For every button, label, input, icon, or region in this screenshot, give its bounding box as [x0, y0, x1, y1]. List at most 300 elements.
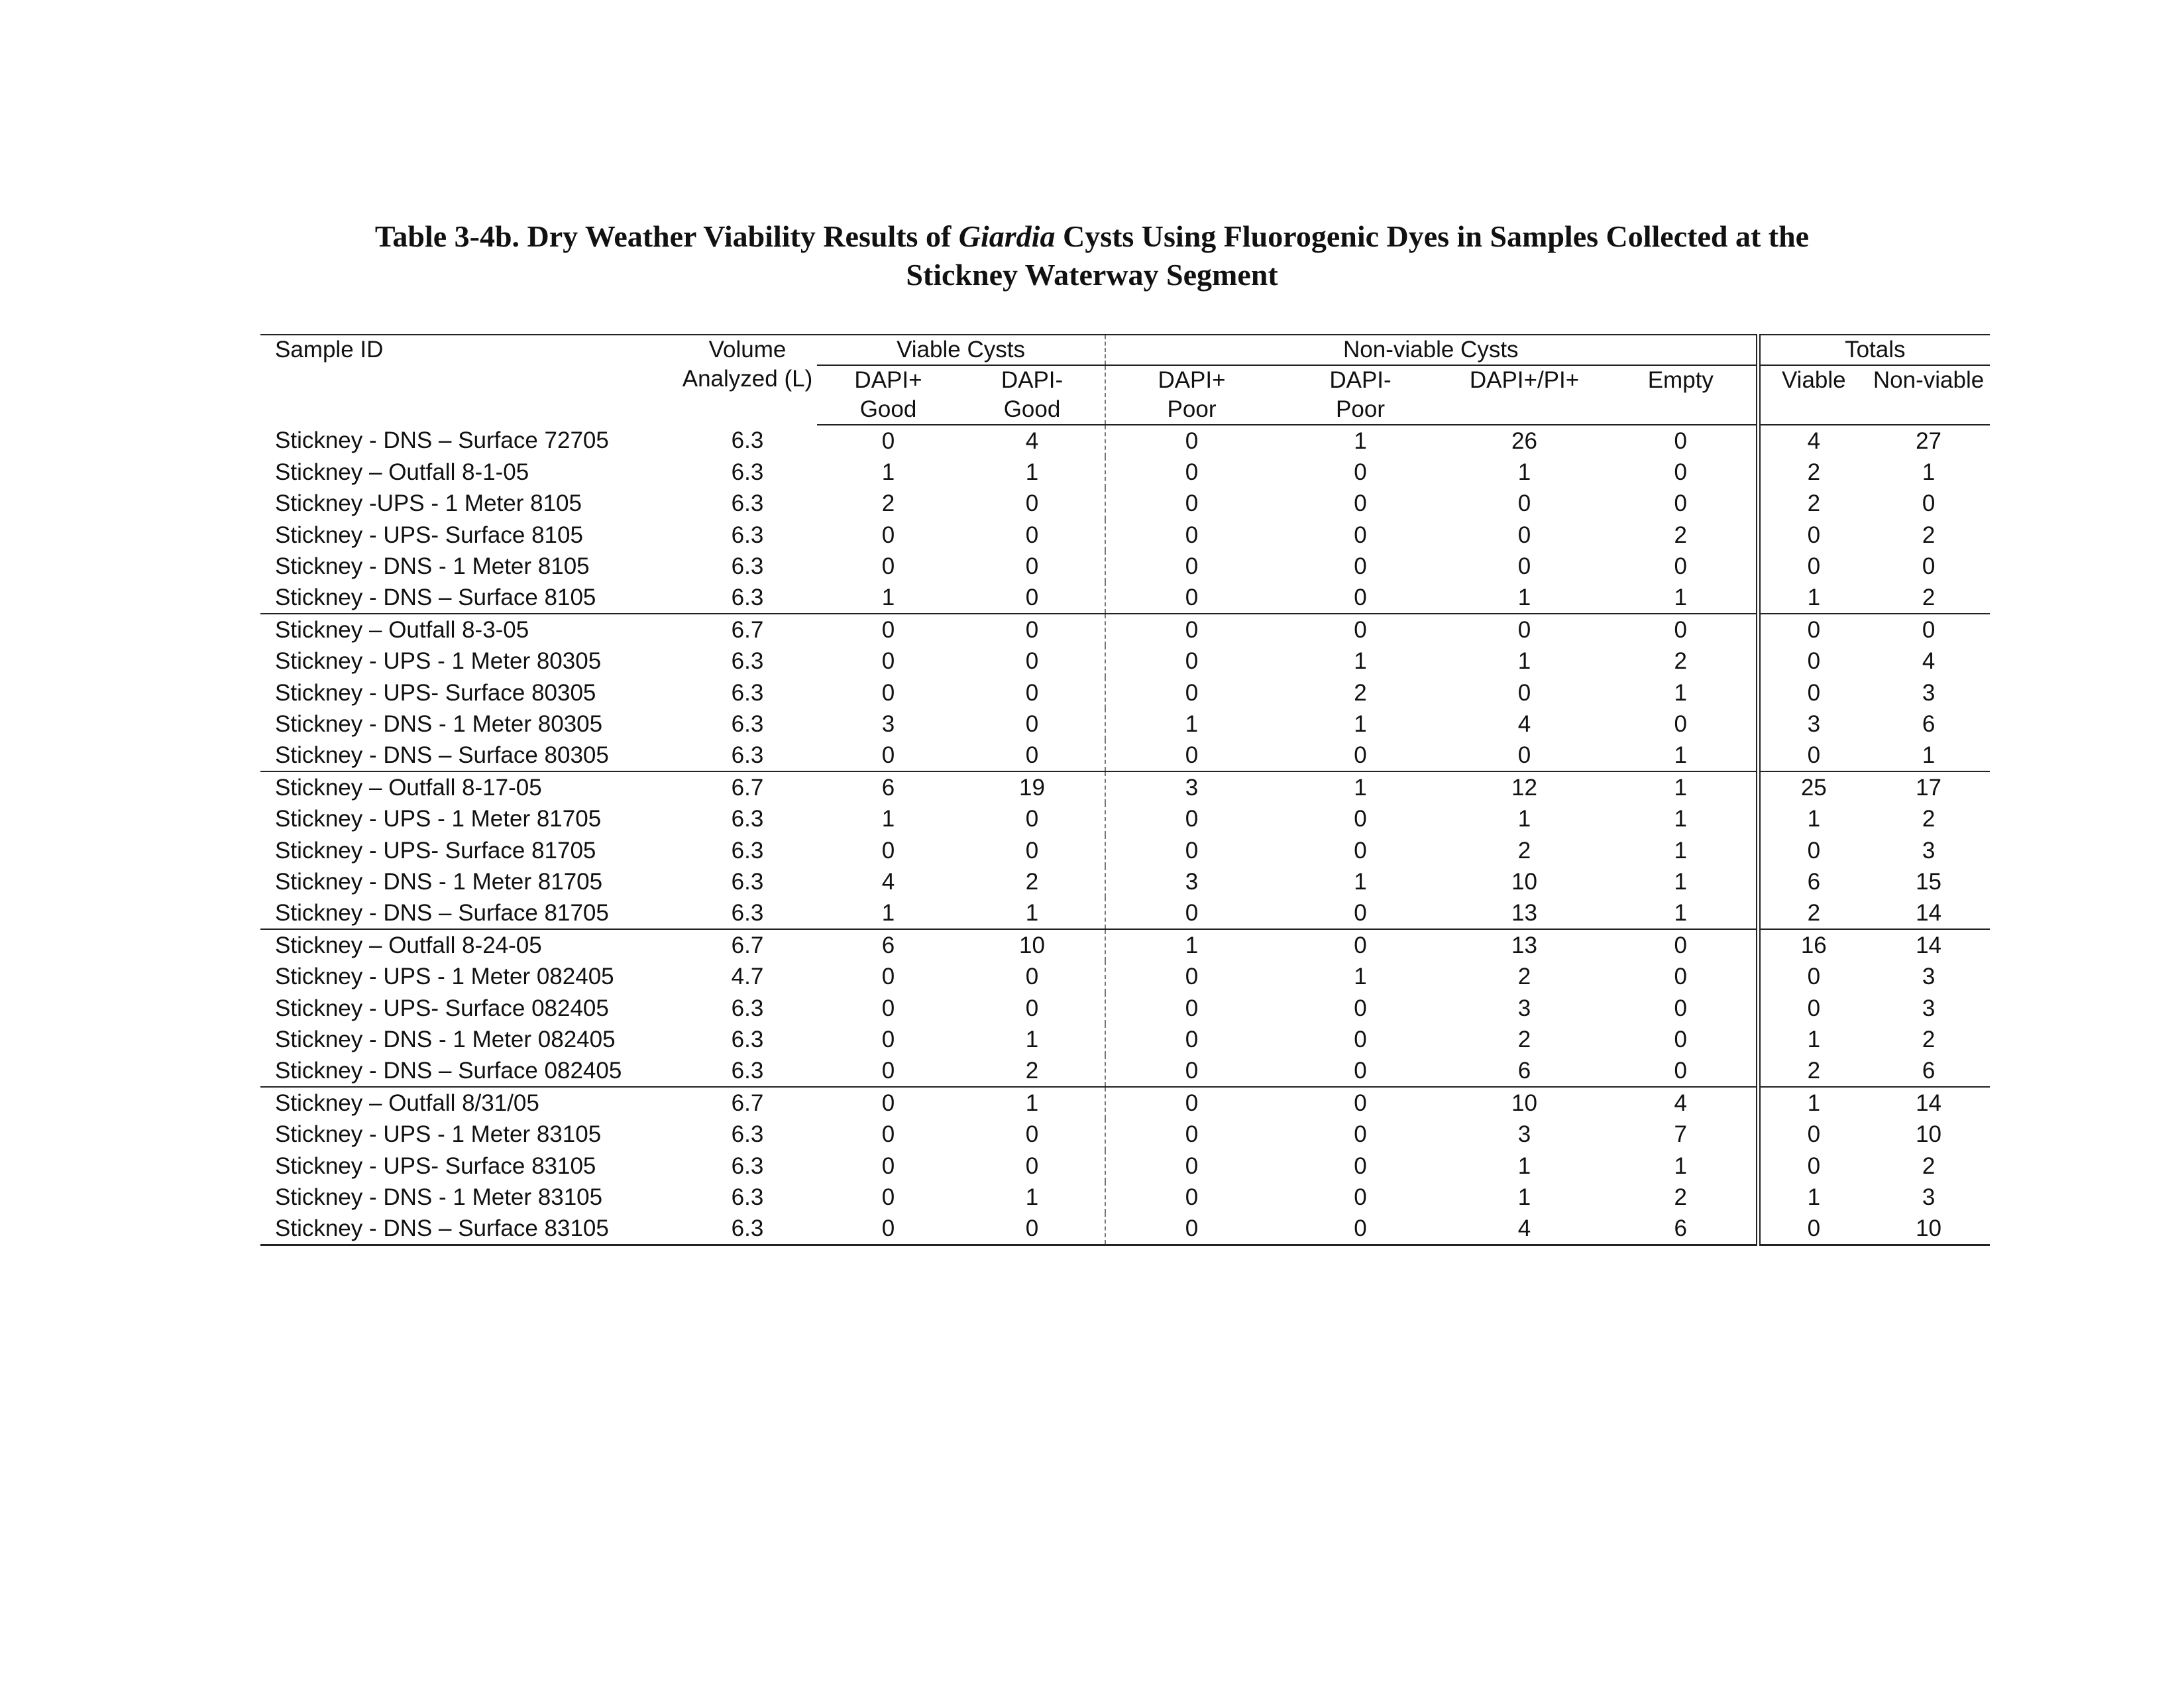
header-dapi-pos-poor: DAPI+ Poor: [1105, 365, 1278, 425]
cell-total-nonviable: 1: [1922, 459, 1936, 486]
cell-sample-id: Stickney – Outfall 8-17-05: [260, 771, 678, 803]
cell-total-nonviable: 10: [1867, 1213, 1990, 1245]
cell-total-viable: 0: [1758, 551, 1867, 582]
cell-total-viable: 3: [1758, 708, 1867, 740]
cell-empty: 4: [1606, 1087, 1758, 1119]
cell-total-nonviable: 14: [1867, 929, 1990, 961]
cell-sample-id: Stickney - UPS- Surface 80305: [275, 679, 596, 706]
cell-total-viable: 2: [1758, 897, 1867, 929]
cell-dapi-pos-good: 6: [817, 771, 959, 803]
cell-total-viable: 0: [1758, 993, 1867, 1024]
cell-sample-id: Stickney - UPS- Surface 83105: [275, 1153, 596, 1179]
cell-total-viable: 0: [1758, 646, 1867, 677]
cell-sample-id: Stickney - DNS – Surface 83105: [260, 1213, 678, 1245]
cell-dapi-neg-good: 0: [959, 614, 1105, 646]
table-row: [260, 614, 1990, 646]
cell-dapi-pos-good: 0: [817, 1213, 959, 1245]
cell-dapi-neg-poor: 0: [1278, 929, 1443, 961]
cell-empty: 0: [1674, 1026, 1688, 1052]
cell-total-nonviable: 3: [1922, 995, 1936, 1021]
cell-dapi-pi: 2: [1517, 964, 1531, 990]
cell-volume: 6.7: [678, 771, 817, 803]
cell-total-viable: 16: [1758, 929, 1867, 961]
cell-empty: 0: [1674, 964, 1688, 990]
cell-dapi-neg-good: 1: [959, 1182, 1105, 1213]
cell-dapi-pos-good: 0: [881, 1058, 895, 1084]
cell-dapi-pi: 4: [1517, 710, 1531, 737]
cell-total-nonviable: 3: [1922, 679, 1936, 706]
cell-dapi-neg-good: 0: [959, 1119, 1105, 1150]
cell-dapi-pi: 10: [1511, 868, 1537, 895]
cell-dapi-neg-good: 0: [959, 708, 1105, 740]
table-row: [260, 771, 1990, 803]
cell-dapi-neg-good: 0: [959, 1151, 1105, 1182]
cell-dapi-neg-poor: 0: [1278, 614, 1443, 646]
table-title: [0, 217, 2184, 294]
cell-total-viable: 2: [1758, 457, 1867, 488]
cell-empty: 0: [1674, 710, 1688, 737]
cell-dapi-pos-poor: 0: [1185, 1058, 1199, 1084]
cell-dapi-pos-poor: 0: [1185, 1121, 1199, 1148]
cell-dapi-pos-poor: 0: [1105, 1213, 1278, 1245]
cell-dapi-neg-poor: 0: [1354, 553, 1367, 579]
cell-dapi-pos-poor: 0: [1105, 614, 1278, 646]
table-row: [260, 1213, 1990, 1245]
cell-sample-id: Stickney - UPS- Surface 8105: [275, 522, 583, 548]
cell-empty: 0: [1674, 459, 1688, 486]
table-body: [260, 425, 1990, 1245]
cell-dapi-pos-good: 0: [881, 1026, 895, 1052]
table-row: [260, 740, 1990, 771]
cell-dapi-neg-good: 0: [959, 961, 1105, 992]
header-viable-cysts: Viable Cysts: [817, 335, 1105, 365]
cell-dapi-pi: 1: [1517, 1153, 1531, 1179]
cell-total-nonviable: 0: [1922, 490, 1936, 517]
header-volume: Volume Analyzed (L): [678, 335, 817, 425]
cell-dapi-neg-good: 4: [959, 425, 1105, 457]
cell-dapi-neg-poor: 0: [1354, 837, 1367, 864]
cell-dapi-neg-poor: 0: [1278, 1087, 1443, 1119]
cell-dapi-neg-poor: 1: [1354, 648, 1367, 675]
cell-total-viable: 0: [1758, 614, 1867, 646]
cell-total-nonviable: 15: [1916, 868, 1942, 895]
cell-total-nonviable: 2: [1922, 522, 1936, 548]
table-row: [260, 1182, 1990, 1213]
cell-total-viable: 0: [1758, 740, 1867, 771]
cell-dapi-pos-good: 0: [881, 553, 895, 579]
cell-total-viable: 0: [1758, 835, 1867, 866]
cell-dapi-pos-good: 0: [881, 837, 895, 864]
cell-dapi-pi: 13: [1443, 929, 1606, 961]
cell-sample-id: Stickney - DNS – Surface 81705: [275, 900, 609, 927]
cell-sample-id: Stickney - DNS - 1 Meter 83105: [275, 1184, 603, 1210]
cell-dapi-neg-poor: 0: [1354, 490, 1367, 517]
cell-sample-id: Stickney - UPS- Surface 082405: [275, 995, 609, 1021]
cell-volume: 6.3: [731, 995, 764, 1021]
cell-dapi-neg-good: 0: [959, 646, 1105, 677]
cell-empty: 1: [1674, 742, 1688, 769]
table-row: [260, 993, 1990, 1024]
cell-total-nonviable: 4: [1922, 648, 1936, 675]
viability-table: [260, 334, 1990, 1246]
cell-dapi-neg-poor: 0: [1354, 1026, 1367, 1052]
cell-dapi-neg-good: 1: [959, 1024, 1105, 1055]
cell-dapi-pos-poor: 0: [1185, 1184, 1199, 1210]
table-row: [260, 1055, 1990, 1087]
cell-empty: 1: [1674, 806, 1688, 832]
cell-dapi-pos-poor: 0: [1185, 995, 1199, 1021]
cell-total-nonviable: 3: [1922, 1184, 1936, 1210]
cell-total-nonviable: 2: [1922, 1153, 1936, 1179]
cell-dapi-neg-poor: 1: [1354, 428, 1367, 454]
cell-dapi-pos-poor: 0: [1185, 522, 1199, 548]
cell-dapi-neg-good: 1: [959, 1087, 1105, 1119]
cell-total-nonviable: 2: [1922, 1026, 1936, 1052]
cell-empty: 1: [1674, 837, 1688, 864]
cell-dapi-neg-good: 0: [959, 1213, 1105, 1245]
title-text-pre: Table 3-4b. Dry Weather Viability Results of: [374, 219, 959, 253]
cell-dapi-pos-good: 0: [881, 648, 895, 675]
cell-dapi-pos-good: 0: [881, 1121, 895, 1148]
cell-dapi-pos-good: 1: [881, 900, 895, 927]
cell-dapi-pos-good: 0: [881, 1184, 895, 1210]
cell-dapi-neg-good: 1: [959, 897, 1105, 929]
cell-total-viable: 1: [1758, 1182, 1867, 1213]
cell-total-viable: 25: [1758, 771, 1867, 803]
cell-total-viable: 1: [1758, 803, 1867, 834]
cell-volume: 6.3: [731, 742, 764, 769]
cell-sample-id: Stickney – Outfall 8-3-05: [260, 614, 678, 646]
cell-total-nonviable: 2: [1922, 806, 1936, 832]
cell-total-nonviable: 14: [1916, 900, 1942, 927]
cell-dapi-neg-poor: 1: [1354, 710, 1367, 737]
cell-dapi-pi: 1: [1517, 585, 1531, 611]
cell-dapi-pos-poor: 0: [1185, 428, 1199, 454]
cell-dapi-pi: 2: [1517, 1026, 1531, 1052]
cell-dapi-pos-poor: 0: [1185, 806, 1199, 832]
cell-dapi-neg-poor: 0: [1354, 1153, 1367, 1179]
cell-dapi-pos-poor: 0: [1185, 900, 1199, 927]
cell-total-viable: 0: [1758, 677, 1867, 708]
cell-volume: 6.7: [678, 614, 817, 646]
cell-dapi-pos-poor: 3: [1185, 868, 1199, 895]
cell-total-nonviable: 17: [1867, 771, 1990, 803]
cell-empty: 1: [1674, 679, 1688, 706]
table-row: [260, 1024, 1990, 1055]
table-row: [260, 457, 1990, 488]
cell-empty: 0: [1606, 614, 1758, 646]
table-row: [260, 803, 1990, 834]
table-row: [260, 520, 1990, 551]
header-nonviable-cysts: Non-viable Cysts: [1105, 335, 1758, 365]
title-line-1: [0, 217, 2184, 256]
table-row: [260, 1151, 1990, 1182]
cell-empty: 2: [1674, 522, 1688, 548]
cell-volume: 6.3: [678, 1213, 817, 1245]
cell-dapi-pi: 12: [1443, 771, 1606, 803]
table-row: [260, 929, 1990, 961]
cell-dapi-neg-good: 0: [959, 803, 1105, 834]
cell-total-nonviable: 6: [1922, 710, 1936, 737]
cell-dapi-neg-good: 0: [959, 740, 1105, 771]
header-dapi-neg-poor: DAPI- Poor: [1278, 365, 1443, 425]
cell-total-nonviable: 6: [1922, 1058, 1936, 1084]
cell-sample-id: Stickney - DNS – Surface 80305: [275, 742, 609, 769]
cell-dapi-pos-poor: 0: [1185, 490, 1199, 517]
cell-dapi-pos-poor: 0: [1185, 459, 1199, 486]
cell-total-nonviable: 14: [1867, 1087, 1990, 1119]
cell-dapi-pi: 0: [1517, 522, 1531, 548]
cell-dapi-pos-good: 0: [817, 1087, 959, 1119]
cell-total-nonviable: 0: [1922, 553, 1936, 579]
cell-empty: 6: [1606, 1213, 1758, 1245]
cell-dapi-pi: 10: [1443, 1087, 1606, 1119]
cell-dapi-pi: 1: [1517, 1184, 1531, 1210]
header-empty: Empty: [1606, 365, 1758, 425]
cell-volume: 6.3: [731, 459, 764, 486]
cell-volume: 6.3: [731, 490, 764, 517]
cell-dapi-pi: 3: [1517, 1121, 1531, 1148]
table-row: [260, 961, 1990, 992]
cell-sample-id: Stickney - UPS - 1 Meter 80305: [275, 648, 602, 675]
cell-dapi-pos-poor: 3: [1105, 771, 1278, 803]
cell-dapi-neg-poor: 0: [1354, 585, 1367, 611]
cell-volume: 6.3: [731, 1184, 764, 1210]
table-row: [260, 1087, 1990, 1119]
cell-total-nonviable: 3: [1922, 837, 1936, 864]
cell-dapi-pi: 26: [1511, 428, 1537, 454]
cell-volume: 6.7: [678, 929, 817, 961]
cell-volume: 6.3: [731, 1058, 764, 1084]
cell-dapi-pos-good: 6: [817, 929, 959, 961]
cell-dapi-pi: 0: [1517, 742, 1531, 769]
cell-dapi-pos-poor: 1: [1105, 929, 1278, 961]
header-total-nonviable: Non-viable: [1867, 365, 1990, 425]
cell-dapi-neg-poor: 0: [1354, 1058, 1367, 1084]
cell-total-viable: 0: [1758, 1119, 1867, 1150]
cell-dapi-pos-poor: 0: [1185, 648, 1199, 675]
cell-volume: 6.3: [731, 1153, 764, 1179]
cell-dapi-neg-good: 0: [959, 488, 1105, 519]
cell-sample-id: Stickney - DNS - 1 Meter 81705: [275, 868, 603, 895]
cell-dapi-pos-poor: 0: [1185, 553, 1199, 579]
cell-volume: 6.3: [731, 648, 764, 675]
header-sample-id: Sample ID: [260, 335, 678, 425]
cell-total-viable: 2: [1758, 488, 1867, 519]
cell-total-nonviable: 1: [1922, 742, 1936, 769]
cell-volume: 6.3: [731, 710, 764, 737]
cell-sample-id: Stickney - UPS - 1 Meter 83105: [275, 1121, 602, 1148]
cell-dapi-neg-poor: 1: [1354, 964, 1367, 990]
cell-dapi-neg-good: 0: [959, 993, 1105, 1024]
cell-dapi-neg-poor: 1: [1278, 771, 1443, 803]
cell-dapi-pos-poor: 0: [1185, 742, 1199, 769]
cell-total-viable: 1: [1758, 1087, 1867, 1119]
cell-total-viable: 1: [1758, 1024, 1867, 1055]
cell-dapi-pos-good: 4: [881, 868, 895, 895]
cell-dapi-neg-poor: 0: [1354, 522, 1367, 548]
table-row: [260, 835, 1990, 866]
cell-sample-id: Stickney – Outfall 8-24-05: [260, 929, 678, 961]
table-row: [260, 677, 1990, 708]
cell-dapi-neg-good: 0: [959, 582, 1105, 614]
cell-empty: 0: [1674, 995, 1688, 1021]
cell-dapi-pos-good: 0: [881, 428, 895, 454]
cell-dapi-neg-poor: 0: [1354, 900, 1367, 927]
cell-total-nonviable: 0: [1867, 614, 1990, 646]
cell-dapi-pos-good: 1: [881, 585, 895, 611]
cell-dapi-pi: 0: [1517, 490, 1531, 517]
cell-total-viable: 6: [1758, 866, 1867, 897]
cell-total-viable: 2: [1758, 1055, 1867, 1087]
table-row: [260, 488, 1990, 519]
cell-dapi-neg-poor: 0: [1278, 1213, 1443, 1245]
table-row: [260, 582, 1990, 614]
cell-volume: 6.3: [731, 1026, 764, 1052]
cell-dapi-pi: 1: [1517, 459, 1531, 486]
cell-dapi-pos-poor: 0: [1185, 837, 1199, 864]
cell-empty: 1: [1606, 771, 1758, 803]
cell-empty: 2: [1674, 648, 1688, 675]
table-row: [260, 425, 1990, 457]
cell-empty: 7: [1674, 1121, 1688, 1148]
cell-dapi-neg-good: 2: [959, 866, 1105, 897]
header-totals: Totals: [1758, 335, 1990, 365]
cell-total-nonviable: 2: [1922, 585, 1936, 611]
cell-total-viable: 0: [1758, 1213, 1867, 1245]
cell-sample-id: Stickney - DNS - 1 Meter 80305: [275, 710, 603, 737]
cell-dapi-pos-good: 0: [881, 964, 895, 990]
cell-volume: 6.3: [731, 806, 764, 832]
cell-sample-id: Stickney – Outfall 8-1-05: [275, 459, 529, 486]
cell-dapi-neg-good: 10: [959, 929, 1105, 961]
cell-empty: 1: [1674, 900, 1688, 927]
cell-dapi-pos-good: 0: [881, 679, 895, 706]
cell-dapi-neg-good: 0: [959, 677, 1105, 708]
cell-dapi-pos-good: 0: [881, 995, 895, 1021]
cell-dapi-pos-poor: 0: [1185, 964, 1199, 990]
cell-volume: 6.3: [731, 900, 764, 927]
cell-dapi-pos-poor: 0: [1105, 1087, 1278, 1119]
cell-volume: 6.3: [731, 679, 764, 706]
cell-dapi-pi: 13: [1511, 900, 1537, 927]
cell-empty: 1: [1674, 585, 1688, 611]
table-row: [260, 866, 1990, 897]
cell-volume: 6.3: [731, 553, 764, 579]
cell-volume: 6.3: [731, 1121, 764, 1148]
cell-dapi-pos-good: 1: [881, 459, 895, 486]
table-row: [260, 1119, 1990, 1150]
cell-dapi-pi: 6: [1517, 1058, 1531, 1084]
cell-total-nonviable: 3: [1922, 964, 1936, 990]
cell-total-viable: 1: [1758, 582, 1867, 614]
table-row: [260, 708, 1990, 740]
cell-dapi-pi: 0: [1517, 553, 1531, 579]
cell-total-nonviable: 27: [1916, 428, 1942, 454]
cell-dapi-pos-good: 0: [881, 742, 895, 769]
cell-volume: 4.7: [731, 964, 764, 990]
cell-dapi-neg-good: 2: [959, 1055, 1105, 1087]
cell-dapi-neg-good: 1: [959, 457, 1105, 488]
cell-total-viable: 0: [1758, 520, 1867, 551]
cell-sample-id: Stickney - UPS- Surface 81705: [275, 837, 596, 864]
cell-volume: 6.3: [731, 585, 764, 611]
cell-sample-id: Stickney - DNS – Surface 8105: [275, 585, 596, 611]
cell-dapi-pi: 1: [1517, 648, 1531, 675]
cell-empty: 0: [1674, 428, 1688, 454]
cell-dapi-neg-poor: 0: [1354, 459, 1367, 486]
cell-sample-id: Stickney - DNS - 1 Meter 8105: [275, 553, 590, 579]
cell-empty: 0: [1674, 1058, 1688, 1084]
table-row: [260, 551, 1990, 582]
cell-dapi-pos-poor: 0: [1185, 1026, 1199, 1052]
table-row: [260, 646, 1990, 677]
cell-total-nonviable: 10: [1916, 1121, 1942, 1148]
table-row: [260, 897, 1990, 929]
cell-dapi-pi: 0: [1443, 614, 1606, 646]
cell-dapi-neg-poor: 2: [1354, 679, 1367, 706]
header-total-viable: Viable: [1758, 365, 1867, 425]
cell-volume: 6.3: [731, 522, 764, 548]
cell-empty: 0: [1674, 490, 1688, 517]
header-dapi-pos-good: DAPI+ Good: [817, 365, 959, 425]
title-text-post: Cysts Using Fluorogenic Dyes in Samples Collected at the: [1055, 219, 1810, 253]
cell-dapi-neg-poor: 0: [1354, 995, 1367, 1021]
cell-empty: 1: [1674, 868, 1688, 895]
cell-dapi-pos-poor: 0: [1185, 679, 1199, 706]
cell-total-viable: 0: [1758, 961, 1867, 992]
cell-sample-id: Stickney - DNS - 1 Meter 082405: [275, 1026, 616, 1052]
cell-dapi-pos-good: 0: [881, 522, 895, 548]
title-text-italic: Giardia: [958, 219, 1056, 253]
cell-dapi-pi: 1: [1517, 806, 1531, 832]
cell-dapi-neg-poor: 0: [1354, 1121, 1367, 1148]
title-line-2: Stickney Waterway Segment: [906, 258, 1278, 292]
cell-volume: 6.3: [731, 427, 764, 453]
cell-sample-id: Stickney - UPS - 1 Meter 81705: [275, 806, 602, 832]
cell-sample-id: Stickney - DNS – Surface 72705: [275, 427, 609, 453]
cell-volume: 6.3: [731, 868, 764, 895]
cell-dapi-pos-good: 0: [817, 614, 959, 646]
header-dapi-pi: DAPI+/PI+: [1443, 365, 1606, 425]
cell-dapi-pos-good: 3: [881, 710, 895, 737]
cell-dapi-pi: 2: [1517, 837, 1531, 864]
cell-volume: 6.7: [678, 1087, 817, 1119]
cell-dapi-neg-good: 19: [959, 771, 1105, 803]
cell-sample-id: Stickney - UPS - 1 Meter 082405: [275, 964, 614, 990]
cell-dapi-neg-good: 0: [959, 551, 1105, 582]
cell-empty: 0: [1606, 929, 1758, 961]
cell-total-viable: 0: [1758, 1151, 1867, 1182]
cell-sample-id: Stickney - DNS – Surface 082405: [275, 1058, 622, 1084]
cell-dapi-pos-poor: 0: [1185, 585, 1199, 611]
header-dapi-neg-good: DAPI- Good: [959, 365, 1105, 425]
cell-dapi-neg-poor: 0: [1354, 1184, 1367, 1210]
cell-empty: 0: [1674, 553, 1688, 579]
cell-dapi-neg-good: 0: [959, 835, 1105, 866]
cell-dapi-pi: 4: [1443, 1213, 1606, 1245]
cell-volume: 6.3: [731, 837, 764, 864]
cell-dapi-pos-good: 2: [881, 490, 895, 517]
cell-total-viable: 4: [1758, 425, 1867, 457]
cell-sample-id: Stickney -UPS - 1 Meter 8105: [275, 490, 582, 517]
cell-dapi-pi: 3: [1517, 995, 1531, 1021]
cell-dapi-pos-poor: 1: [1185, 710, 1199, 737]
cell-dapi-neg-poor: 1: [1354, 868, 1367, 895]
cell-empty: 1: [1674, 1153, 1688, 1179]
cell-empty: 2: [1674, 1184, 1688, 1210]
cell-dapi-neg-good: 0: [959, 520, 1105, 551]
